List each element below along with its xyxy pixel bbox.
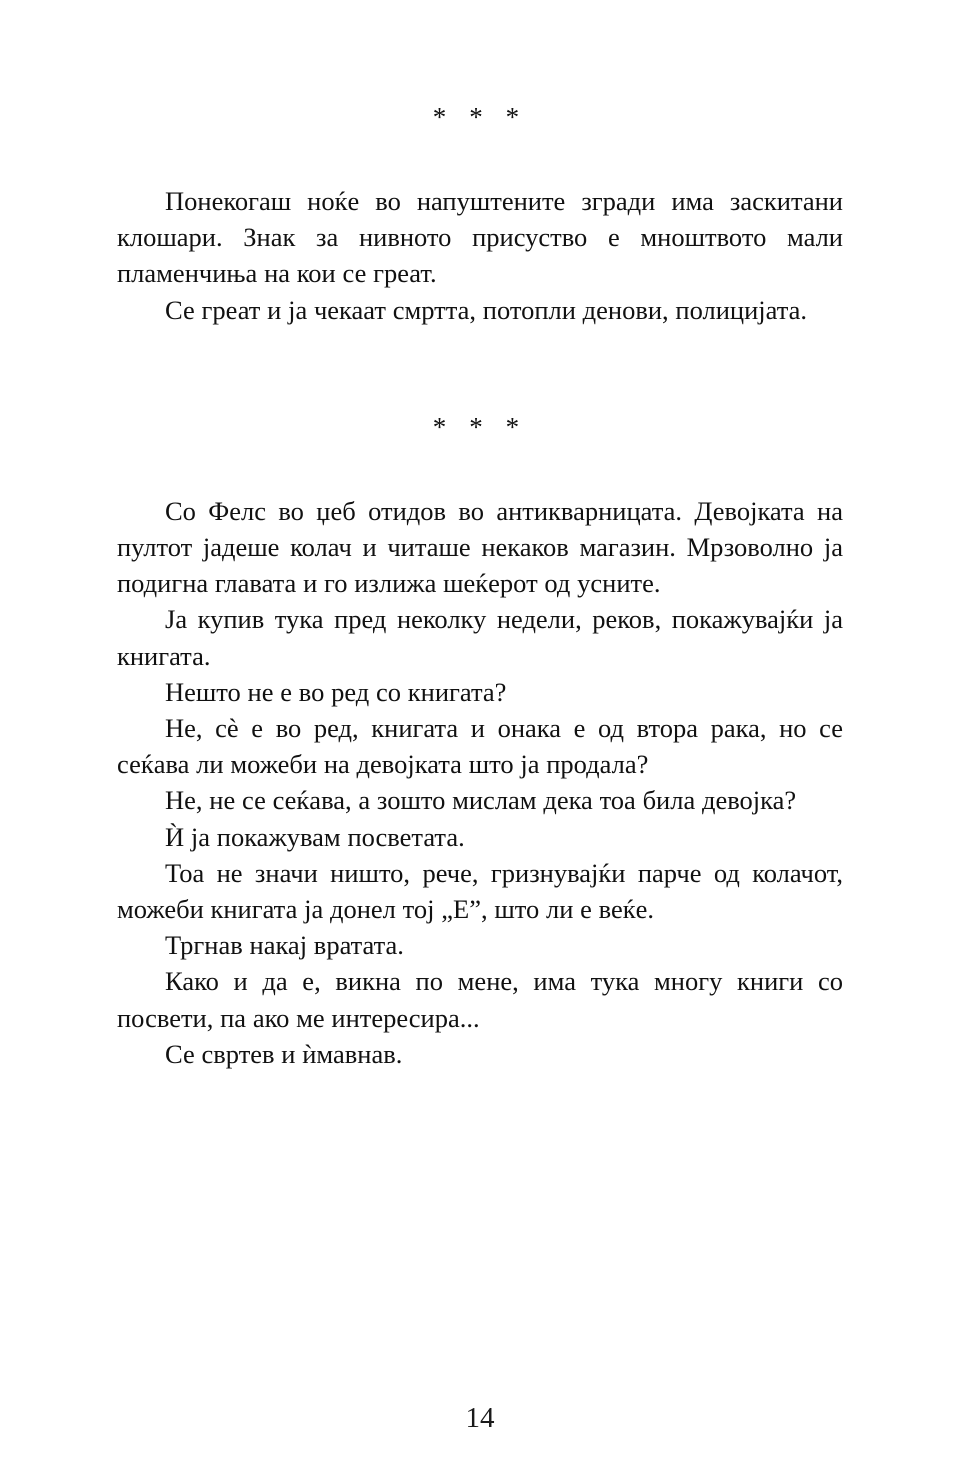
paragraph: Тоа не значи ништо, рече, гризнувајќи парче од колачот, можеби книгата ја донел тој „Е”, што ли е веќе. xyxy=(117,857,843,925)
paragraph: Ја купив тука пред неколку недели, реков, покажувајќи ја книгата. xyxy=(117,604,843,671)
paragraph: Се греат и ја чекаат смртта, потопли денови, полицијата. xyxy=(165,294,808,325)
paragraph: Се свртев и ѝмавнав. xyxy=(165,1038,403,1069)
section-separator-1: * * * xyxy=(432,102,528,132)
section-separator-2: * * * xyxy=(432,411,528,442)
section-2 xyxy=(117,441,843,1072)
paragraph: Понекогаш ноќе во напуштените згради има заскитани клошари. Знак за нивното присуство е мноштвото мали пламенчиња на кои се греат. xyxy=(117,186,843,289)
paragraph: Со Фелс во џеб отидов во антикварницата. Девојката на пултот јадеше колач и читаше некаков магазин. Мрзоволно ја подигна главата и го излижа шеќерот од усните. xyxy=(117,495,843,599)
paragraph: Ѝ ја покажувам посветата. xyxy=(165,821,465,852)
page-text-block xyxy=(117,90,843,1072)
paragraph: Како и да е, викна по мене, има тука многу книги со посвети, па ако ме интересира... xyxy=(117,966,843,1033)
paragraph: Не, сѐ е во ред, книгата и онака е од втора рака, но се сеќава ли можеби на девојката што ја продала? xyxy=(117,713,843,780)
paragraph: Тргнав накај вратата. xyxy=(165,930,404,961)
section-1 xyxy=(117,131,843,328)
paragraph: Не, не се сеќава, а зошто мислам дека тоа била девојка? xyxy=(165,785,797,816)
page-number: 14 xyxy=(465,1402,495,1434)
paragraph: Нешто не е во ред со книгата? xyxy=(165,676,507,707)
